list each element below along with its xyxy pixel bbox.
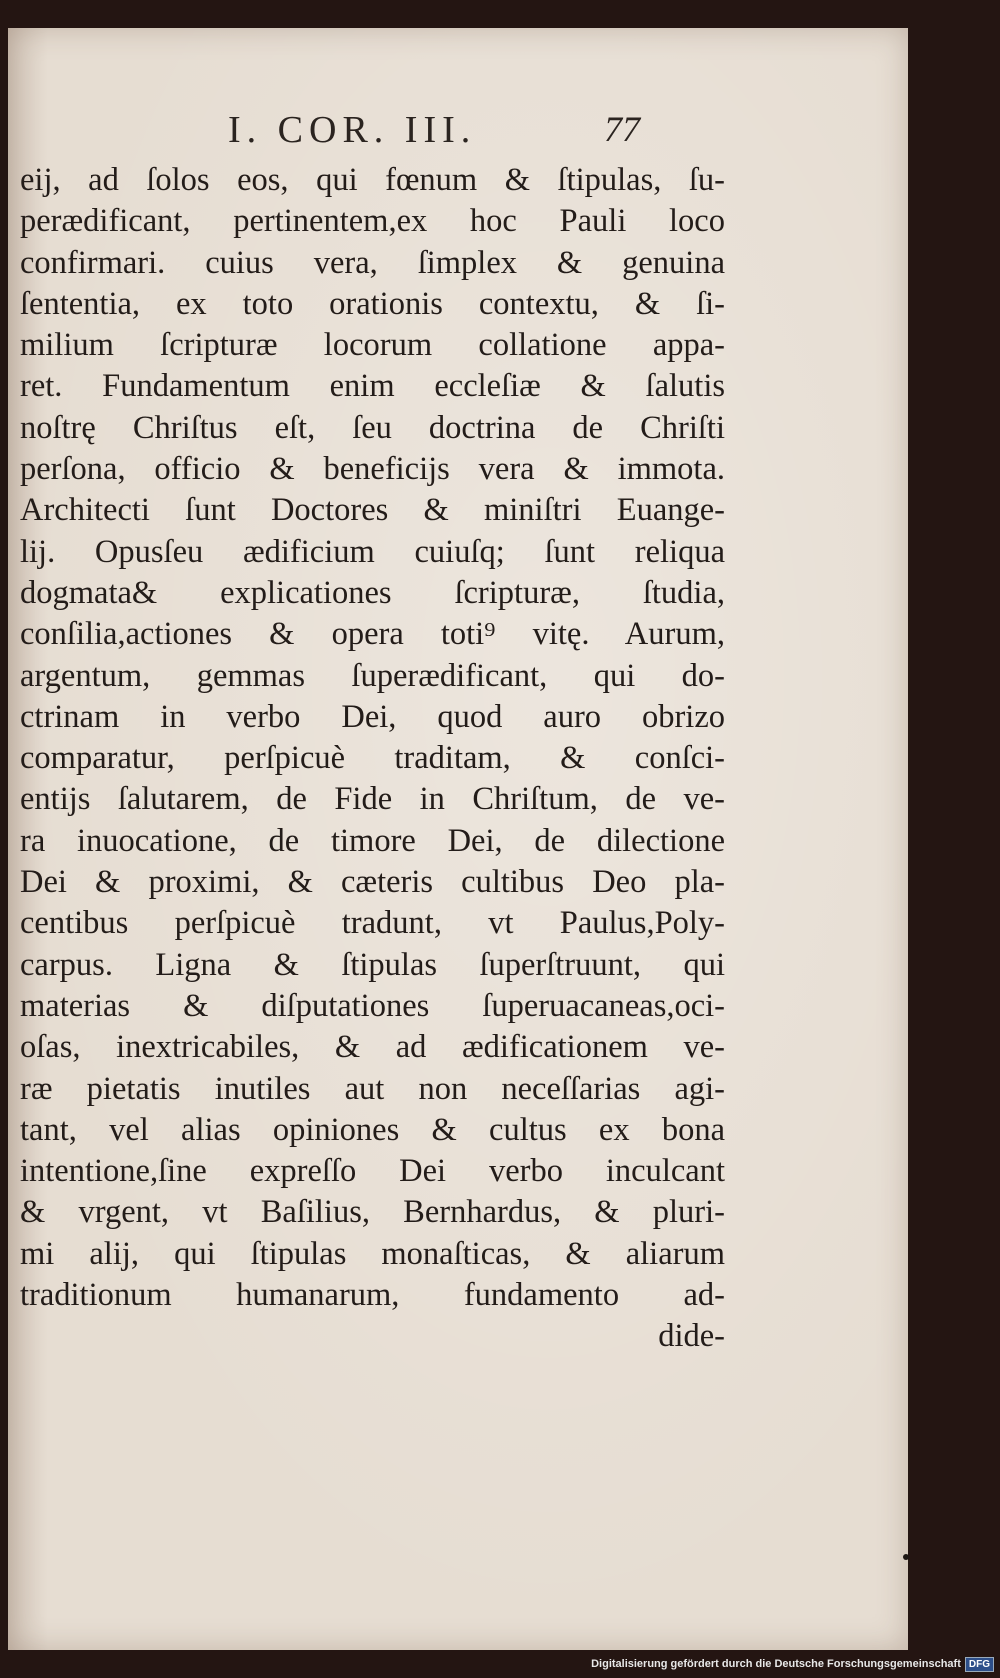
text-line: ræ pietatis inutiles aut non neceſſarias agi-	[20, 1070, 725, 1107]
text-line: argentum, gemmas ſuperædificant, qui do-	[20, 657, 725, 694]
text-line: perſona, officio & beneficijs vera & immota.	[20, 451, 725, 488]
page-number: 77	[604, 109, 640, 149]
book-page	[8, 28, 908, 1650]
digitization-footer	[591, 1654, 994, 1674]
text-line: traditionum humanarum, fundamento ad-	[20, 1277, 725, 1314]
dfg-logo-icon: DFG	[965, 1657, 994, 1672]
text-line: centibus perſpicuè tradunt, vt Paulus,Poly-	[20, 905, 725, 942]
text-line: dogmata& explicationes ſcripturæ, ſtudia,	[20, 574, 725, 611]
text-line: Architecti ſunt Doctores & miniſtri Euange-	[20, 492, 725, 529]
text-line: confirmari. cuius vera, ſimplex & genuina	[20, 244, 725, 281]
text-line: milium ſcripturæ locorum collatione appa-	[20, 327, 725, 364]
text-line: Dei & proximi, & cæteris cultibus Deo pla-	[20, 864, 725, 901]
text-line: oſas, inextricabiles, & ad ædificationem ve-	[20, 1029, 725, 1066]
text-line: & vrgent, vt Baſilius, Bernhardus, & pluri-	[20, 1194, 725, 1231]
text-line: noſtrę Chriſtus eſt, ſeu doctrina de Chriſti	[20, 409, 725, 446]
text-line: ctrinam in verbo Dei, quod auro obrizo	[20, 698, 725, 735]
text-line: carpus. Ligna & ſtipulas ſuperſtruunt, qui	[20, 946, 725, 983]
text-line: perædificant, pertinentem,ex hoc Pauli loco	[20, 203, 725, 240]
text-line: tant, vel alias opiniones & cultus ex bona	[20, 1111, 725, 1148]
text-line: mi alij, qui ſtipulas monaſticas, & aliarum	[20, 1235, 725, 1272]
text-line: conſilia,actiones & opera toti⁹ vitę. Aurum,	[20, 616, 725, 653]
body-text	[20, 160, 725, 1358]
funding-credit: Digitalisierung gefördert durch die Deutsche Forschungsgemeinschaft	[591, 1658, 961, 1670]
text-line: ſententia, ex toto orationis contextu, & ſi-	[20, 285, 725, 322]
text-line: eij, ad ſolos eos, qui fœnum & ſtipulas, ſu-	[20, 162, 725, 198]
text-line: entijs ſalutarem, de Fide in Chriſtum, de ve-	[20, 781, 725, 818]
catchword: dide-	[658, 1318, 725, 1355]
ink-dot	[903, 1554, 909, 1560]
text-line: intentione,ſine expreſſo Dei verbo inculcant	[20, 1153, 725, 1190]
text-line: comparatur, perſpicuè traditam, & conſci-	[20, 740, 725, 777]
text-line: lij. Opusſeu ædificium cuiuſq; ſunt reliqua	[20, 533, 725, 570]
page-header	[8, 108, 908, 168]
running-title: I. COR. III.	[228, 109, 477, 151]
text-line: ra inuocatione, de timore Dei, de dilectione	[20, 822, 725, 859]
text-line: materias & diſputationes ſuperuacaneas,oci-	[20, 987, 725, 1024]
text-line: ret. Fundamentum enim eccleſiæ & ſalutis	[20, 368, 725, 405]
